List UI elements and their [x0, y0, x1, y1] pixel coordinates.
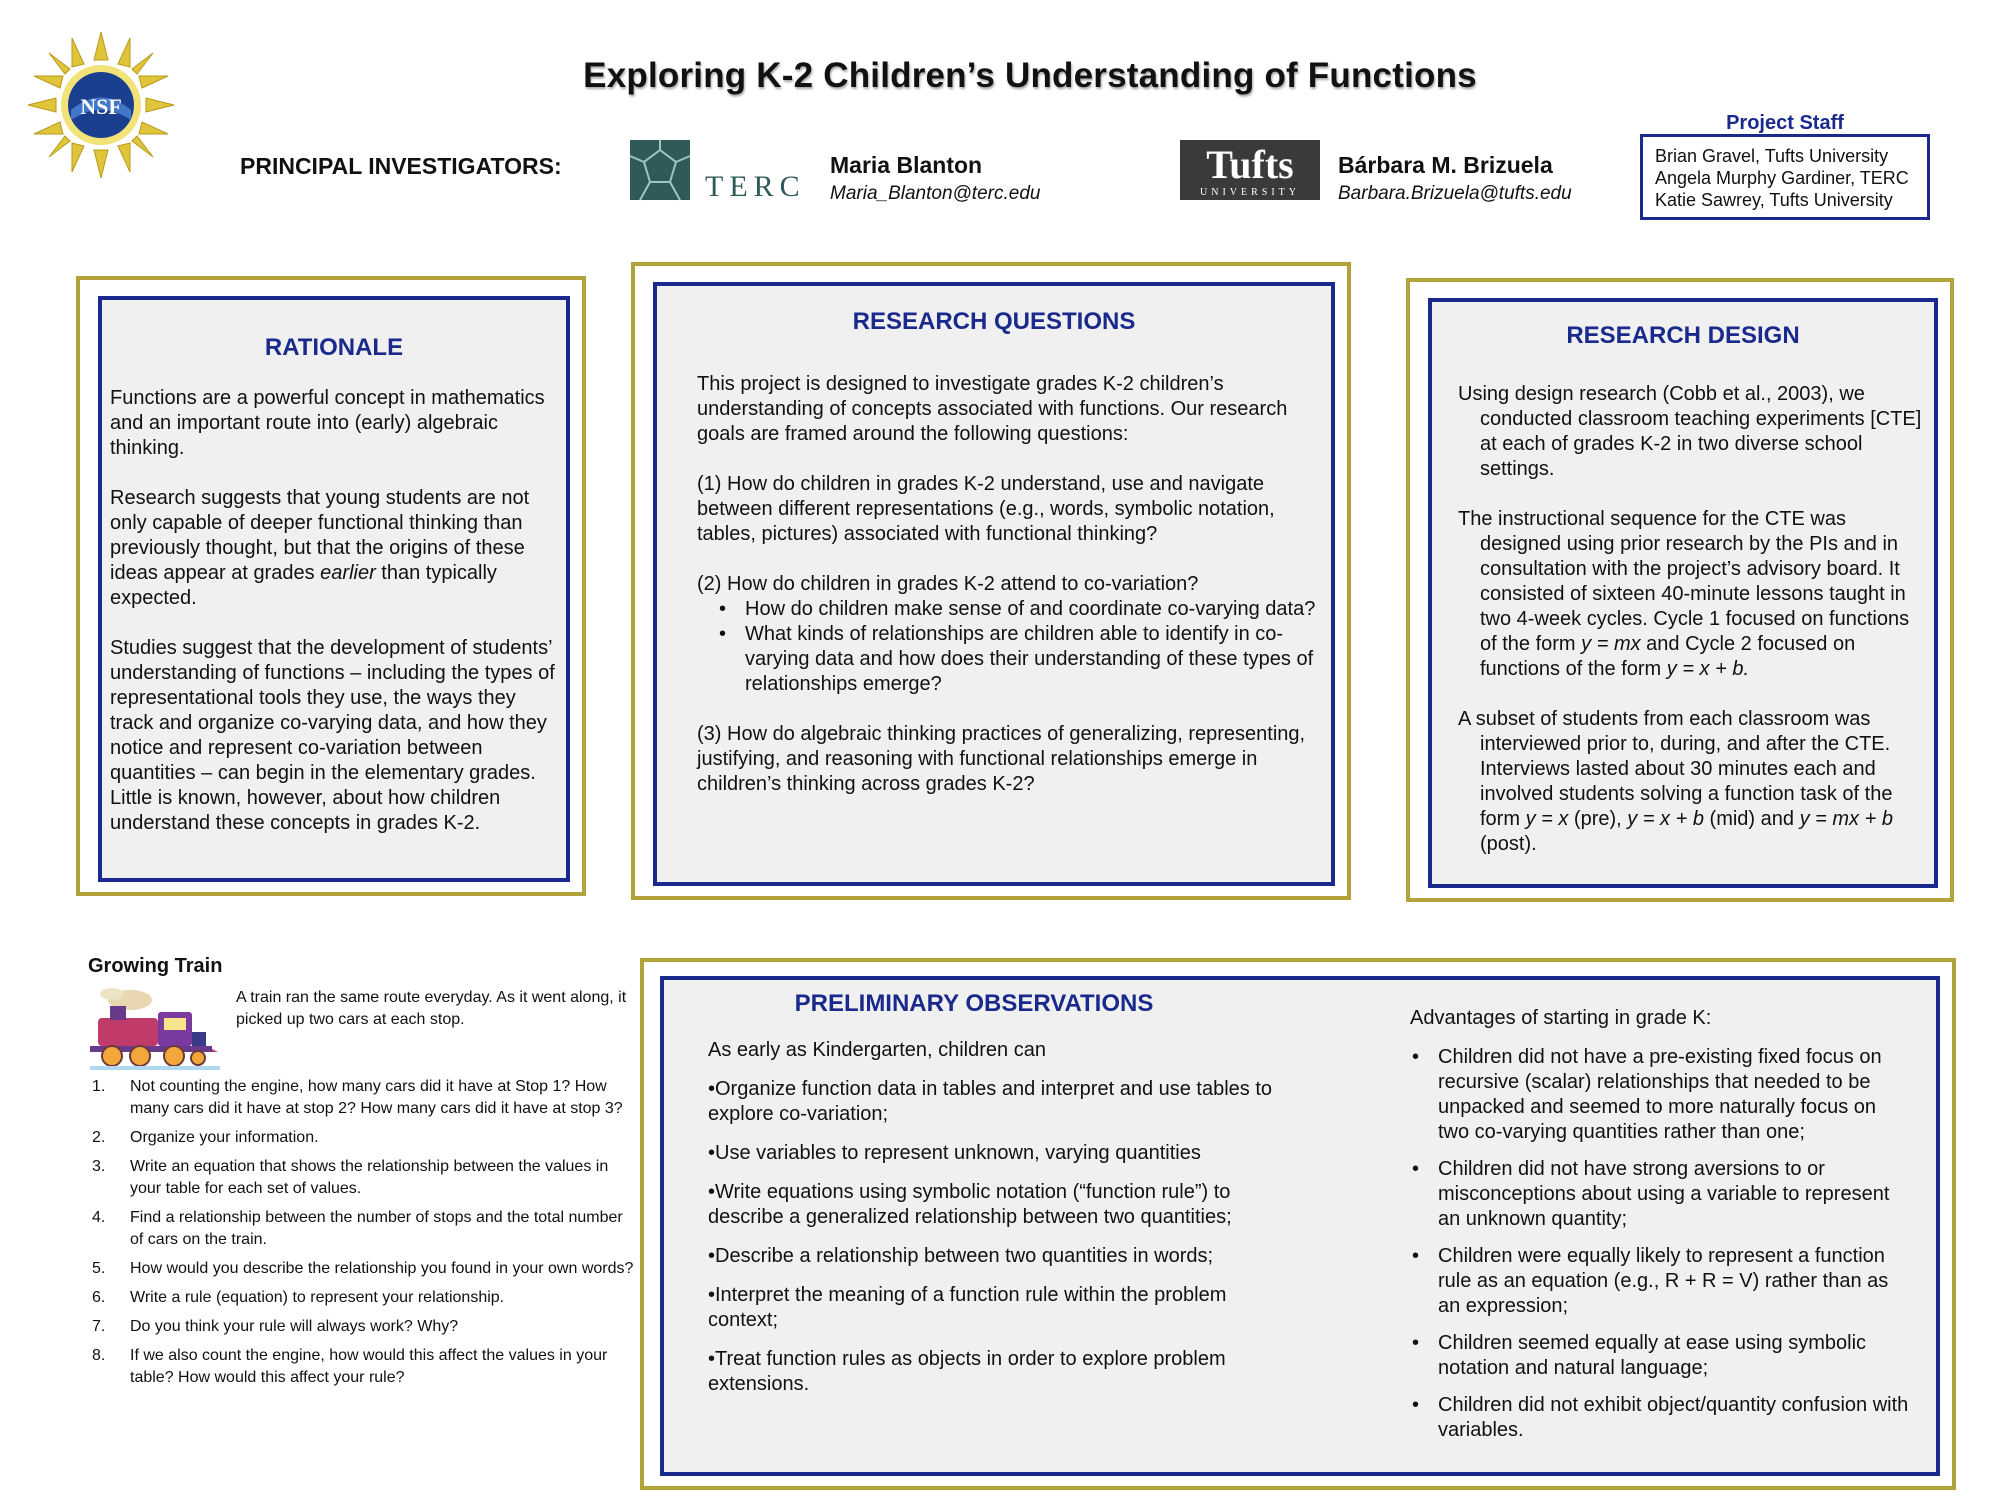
list-item: •Describe a relationship between two quantities in words;	[708, 1245, 1214, 1267]
list-item: 8. If we also count the engine, how would this affect the values in your table? How would this affect your rule?	[92, 1347, 608, 1386]
growing-train-intro: A train ran the same route everyday. As it went along, it picked up two cars at each stop.	[236, 989, 627, 1028]
pi-1-name: Maria Blanton	[830, 152, 983, 178]
growing-train-list	[92, 1076, 636, 1396]
design-title: RESEARCH DESIGN	[1566, 322, 1800, 349]
list-item: •Interpret the meaning of a function rule within the problem context;	[708, 1284, 1227, 1331]
staff-member: Angela Murphy Gardiner, TERC	[1655, 168, 1909, 188]
pi-2	[1338, 152, 1572, 205]
list-item: 7. Do you think your rule will always work? Why?	[92, 1318, 459, 1335]
advantages	[1410, 1006, 1910, 1455]
observations-frame	[640, 958, 1956, 1490]
poster-title: Exploring K-2 Children’s Understanding of Functions	[583, 56, 1477, 95]
staff-box	[1640, 134, 1930, 220]
questions-title: RESEARCH QUESTIONS	[852, 308, 1136, 335]
rationale-p1: Functions are a powerful concept in mathematics and an important route into (early) algebraic thinking.	[110, 387, 545, 459]
observations-lead: As early as Kindergarten, children can	[708, 1039, 1046, 1061]
tufts-logo	[1180, 138, 1320, 204]
design-p1: Using design research (Cobb et al., 2003), we conducted classroom teaching experiments [CTE] at each of grades K-2 in two diverse school settings.	[1458, 383, 1922, 480]
question-1: (1) How do children in grades K-2 understand, use and navigate between different representations (e.g., words, symbolic notation, tables, pictures) associated with functional thinking?	[697, 473, 1275, 545]
list-item: • Children did not have strong aversions to or misconceptions about using a variable to represent an unknown quantity;	[1410, 1157, 1910, 1232]
pi-1-email[interactable]: Maria_Blanton@terc.edu	[830, 183, 1041, 204]
staff-member: Brian Gravel, Tufts University	[1655, 146, 1889, 166]
list-item: •Write equations using symbolic notation (“function rule”) to describe a generalized relationship between two quantities;	[708, 1181, 1232, 1228]
design-p3: A subset of students from each classroom was interviewed prior to, during, and after the CTE. Interviews lasted about 30 minutes each and involved students solving a function task of the form y = x (pre), y = x + b (mid) and y = mx + b (post).	[1458, 708, 1893, 855]
design-panel	[1428, 298, 1938, 888]
list-item: 3. Write an equation that shows the relationship between the values in your table for each set of values.	[92, 1158, 609, 1197]
list-item: • Children were equally likely to represent a function rule as an equation (e.g., R + R = V) rather than as an expression;	[1410, 1244, 1910, 1319]
list-item: • What kinds of relationships are children able to identify in co-varying data and how does their understanding of these types of relationships emerge?	[745, 622, 1317, 697]
staff-title: Project Staff	[1726, 112, 1844, 134]
questions-panel	[653, 282, 1335, 886]
growing-train-title: Growing Train	[88, 955, 223, 977]
questions-intro: This project is designed to investigate grades K-2 children’s understanding of concepts associated with functions. Our research goals are framed around the following questions:	[697, 373, 1288, 445]
pi-label: PRINCIPAL INVESTIGATORS:	[240, 153, 562, 179]
tufts-logo-subtext: UNIVERSITY	[1200, 187, 1300, 198]
train-icon	[90, 986, 220, 1072]
list-item: • How do children make sense of and coordinate co-varying data?	[745, 597, 1317, 622]
observations-list	[708, 1038, 1298, 1411]
rationale-p2: Research suggests that young students are not only capable of deeper functional thinking than previously thought, but that the origins of these ideas appear at grades earlier than typically expected.	[110, 487, 530, 609]
observations-title: PRELIMINARY OBSERVATIONS	[794, 990, 1154, 1017]
pi-2-name: Bárbara M. Brizuela	[1338, 152, 1553, 178]
rationale-panel	[98, 296, 570, 882]
design-p2: The instructional sequence for the CTE was designed using prior research by the PIs and in consultation with the project’s advisory board. It consisted of sixteen 40-minute lessons taught in two 4-week cycles. Cycle 1 focused on functions of the form y = mx and Cycle 2 focused on functions of the form y = x + b.	[1458, 508, 1910, 680]
rationale-title: RATIONALE	[264, 334, 404, 361]
pi-2-email[interactable]: Barbara.Brizuela@tufts.edu	[1338, 183, 1572, 204]
advantages-title: Advantages of starting in grade K:	[1410, 1007, 1712, 1029]
question-2: (2) How do children in grades K-2 attend to co-variation?	[697, 573, 1199, 595]
list-item: 6. Write a rule (equation) to represent your relationship.	[92, 1289, 505, 1306]
advantages-list	[1410, 1045, 1910, 1443]
staff-member: Katie Sawrey, Tufts University	[1655, 190, 1893, 210]
pi-1	[830, 152, 1040, 205]
rationale-frame	[76, 276, 586, 896]
list-item: 1. Not counting the engine, how many cars did it have at Stop 1? How many cars did it have at stop 2? How many cars did it have at stop 3?	[92, 1078, 623, 1117]
list-item: • Children did not have a pre-existing fixed focus on recursive (scalar) relationships that needed to be unpacked and seemed to more naturally focus on two co-varying quantities rather than one;	[1410, 1045, 1910, 1145]
list-item: •Use variables to represent unknown, varying quantities	[708, 1142, 1201, 1164]
nsf-logo	[26, 30, 176, 180]
rationale-p3: Studies suggest that the development of students’ understanding of functions – including the types of representational tools they use, the ways they track and organize co-varying data, and how they notice and represent co-variation between quantities – can begin in the elementary grades. Little is known, however, about how children understand these concepts in grades K-2.	[110, 637, 555, 834]
design-body	[1458, 382, 1930, 882]
list-item: •Treat function rules as objects in order to explore problem extensions.	[708, 1348, 1226, 1395]
list-item: • Children did not exhibit object/quantity confusion with variables.	[1410, 1393, 1910, 1443]
nsf-logo-text: NSF	[80, 94, 122, 119]
list-item: •Organize function data in tables and interpret and use tables to explore co-variation;	[708, 1078, 1273, 1125]
questions-body	[697, 372, 1317, 822]
list-item: 5. How would you describe the relationship you found in your own words?	[92, 1260, 634, 1277]
list-item: 2. Organize your information.	[92, 1129, 319, 1146]
list-item: • Children seemed equally at ease using symbolic notation and natural language;	[1410, 1331, 1910, 1381]
question-3: (3) How do algebraic thinking practices of generalizing, representing, justifying, and reasoning with functional relationships emerge in children’s thinking across grades K-2?	[697, 723, 1306, 795]
observations-panel	[660, 976, 1940, 1476]
terc-logo	[630, 138, 820, 204]
question-2-bullets	[697, 597, 1317, 697]
terc-logo-text: TERC	[705, 170, 806, 203]
questions-frame	[631, 262, 1351, 900]
design-frame	[1406, 278, 1954, 902]
rationale-body	[110, 386, 560, 861]
tufts-logo-text: Tufts	[1206, 142, 1294, 187]
list-item: 4. Find a relationship between the number of stops and the total number of cars on the train.	[92, 1209, 623, 1248]
